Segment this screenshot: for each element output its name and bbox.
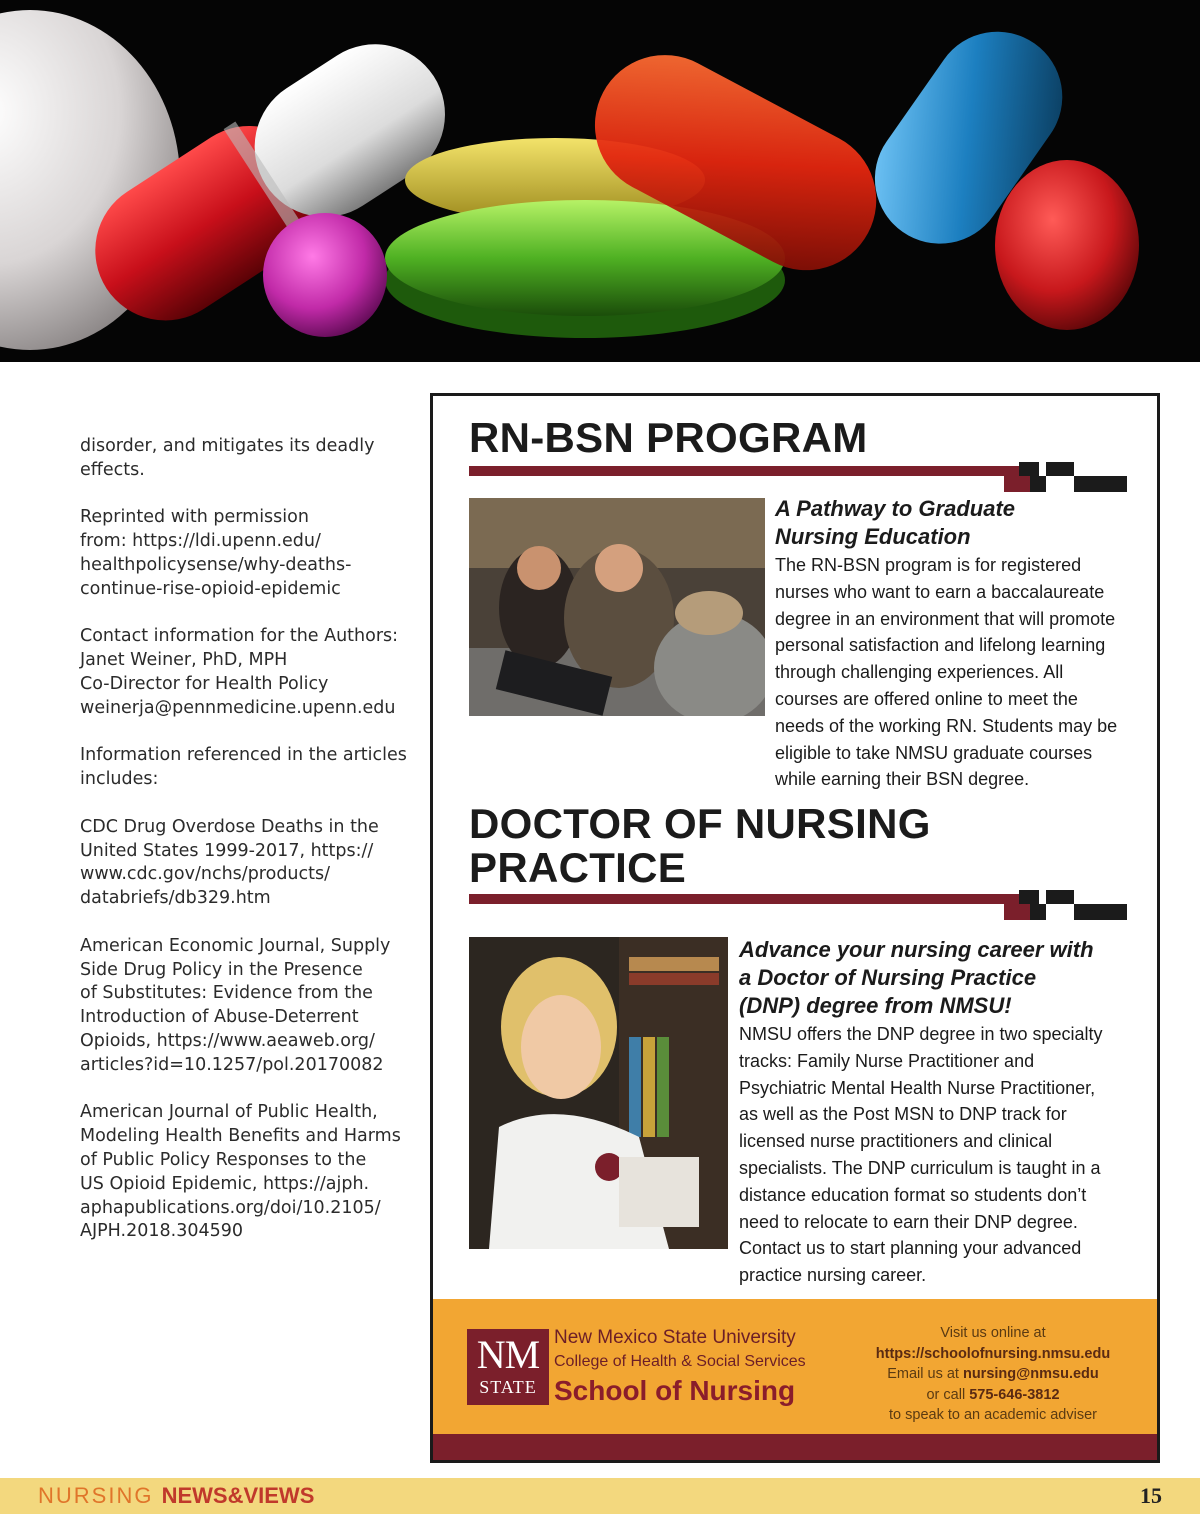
footer-strip [0, 1514, 1200, 1540]
call-prefix: or call [926, 1386, 970, 1403]
rn-bsn-description: The RN-BSN program is for registered nurses who want to earn a baccalaureate degree in an environment that will promote personal satisfaction and lifelong learning through challenging experiences. All courses are offered online to meet the needs of the working RN. Students may be eligible to take NMSU graduate courses while earning their BSN degree. [775, 555, 1118, 790]
section-rule-graphic [469, 462, 1129, 498]
email-prefix: Email us at [887, 1366, 963, 1382]
page-number: 15 [1140, 1483, 1162, 1508]
ad-bottom-bar [433, 1434, 1157, 1460]
email-link[interactable]: nursing@nmsu.edu [962, 1366, 1099, 1382]
author-contact: Contact information for the Authors: Janet Weiner, PhD, MPH Co-Director for Health Policy weinerja@pennmedicine.upenn.edu [80, 626, 399, 718]
school-name: School of Nursing [554, 1375, 796, 1406]
reference-item: American Journal of Public Health, Modeling Health Benefits and Harms of Public Policy Responses to the US Opioid Epidemic, https://ajph. aphapublications.org/doi/10.2105/ AJPH.2018.304590 [80, 1102, 401, 1242]
section-rule-graphic [469, 890, 1129, 926]
adviser-note: to speak to an academic adviser [889, 1407, 1097, 1423]
website-link[interactable]: https://schoolofnursing.nmsu.edu [875, 1345, 1111, 1362]
nmsu-nursing-advertisement [430, 393, 1160, 1463]
contact-info [853, 1323, 1133, 1426]
publication-name [38, 1482, 314, 1510]
nmsu-logo [467, 1329, 549, 1405]
dnp-title [469, 802, 931, 890]
logo-state-text: STATE [479, 1377, 537, 1397]
visit-label: Visit us online at [940, 1325, 1046, 1341]
college-name: College of Health & Social Services [554, 1353, 806, 1370]
students-studying-photo [469, 498, 765, 716]
logo-nm-text: NM [476, 1332, 540, 1377]
article-continuation-column [80, 435, 415, 1268]
page-footer [0, 1478, 1200, 1514]
brand-word-newsviews: NEWS&VIEWS [161, 1483, 315, 1508]
dnp-description: NMSU offers the DNP degree in two specialty tracks: Family Nurse Practitioner and Psychiatric Mental Health Nurse Practitioner, as well as the Post MSN to DNP track for licensed nurse practitioners and clinical specialists. The DNP curriculum is taught in a distance education format so students don’t need to relocate to earn their DNP degree. Contact us to start planning your advanced practice nursing career. [739, 1024, 1103, 1286]
references-intro: Information referenced in the articles includes: [80, 745, 407, 790]
nurse-reading-photo [469, 937, 728, 1249]
article-paragraph: disorder, and mitigates its deadly effects. [80, 436, 375, 480]
reprint-credit: Reprinted with permission from: https://ldi.upenn.edu/ healthpolicysense/why-deaths- continue-rise-opioid-epidemic [80, 507, 352, 599]
reference-item: American Economic Journal, Supply Side Drug Policy in the Presence of Substitutes: Evidence from the Introduction of Abuse-Deterrent Opioids, https://www.aeaweb.org/ articles?id=10.1257/pol.20170082 [80, 935, 391, 1075]
hero-pills-image [0, 0, 1200, 362]
university-name: New Mexico State University [554, 1327, 796, 1348]
dnp-title-line2: PRACTICE [469, 844, 687, 891]
rn-bsn-title: RN-BSN PROGRAM [469, 414, 868, 461]
rn-bsn-subhead: A Pathway to Graduate Nursing Education [775, 496, 1016, 549]
ad-contact-band [433, 1299, 1157, 1434]
phone-number: 575-646-3812 [969, 1386, 1060, 1403]
dnp-title-line1: DOCTOR OF NURSING [469, 800, 931, 847]
reference-item: CDC Drug Overdose Deaths in the United States 1999-2017, https:// www.cdc.gov/nchs/products/ databriefs/db329.htm [80, 816, 379, 909]
dnp-subhead: Advance your nursing career with a Doctor of Nursing Practice (DNP) degree from NMSU! [739, 937, 1094, 1018]
brand-word-nursing: NURSING [38, 1483, 154, 1508]
